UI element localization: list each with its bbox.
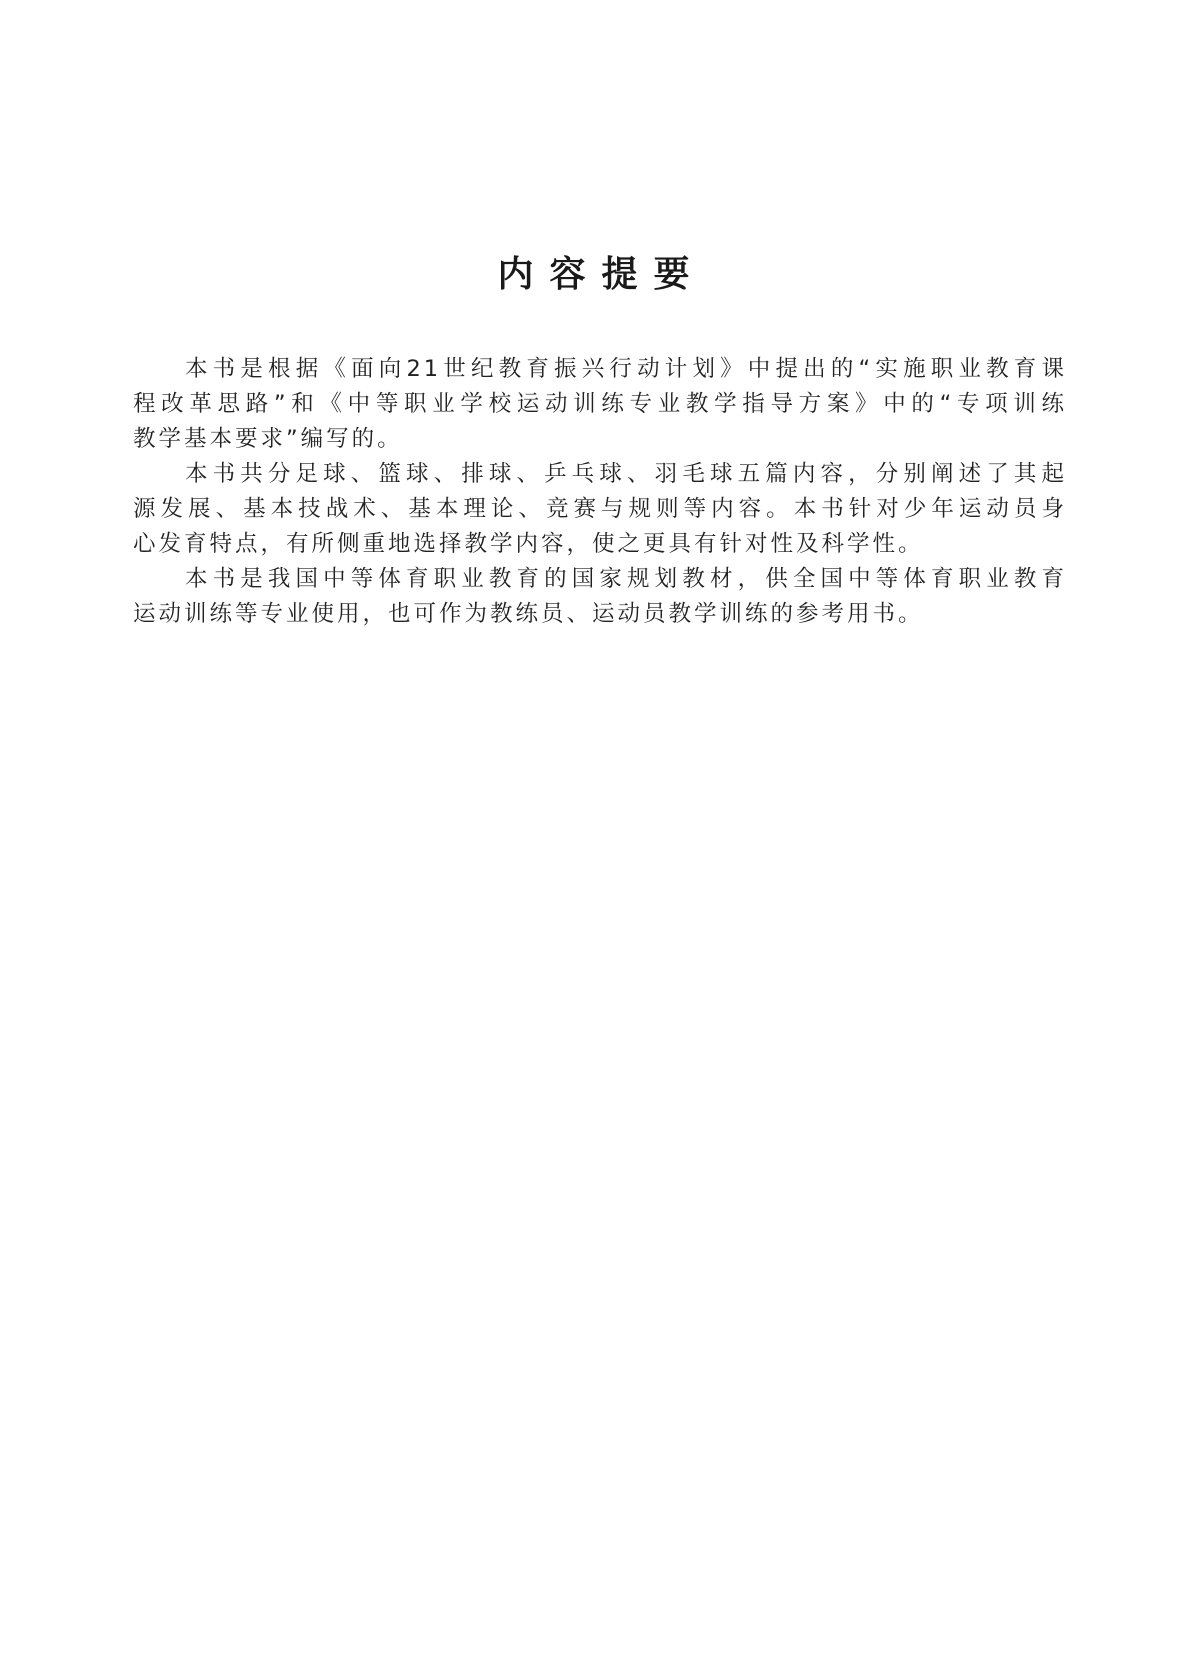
- paragraph-3: [133, 562, 1067, 632]
- paragraph-2-line-1: 本书共分足球、篮球、排球、乒乓球、羽毛球五篇内容，分别阐述了其起: [185, 461, 1067, 487]
- paragraph-2-line-3: 心发育特点，有所侧重地选择教学内容，使之更具有针对性及科学性。: [133, 531, 924, 557]
- paragraph-2-line-2: 源发展、基本技战术、基本理论、竞赛与规则等内容。本书针对少年运动员身: [133, 496, 1067, 522]
- paragraph-1-line-2: 程改革思路”和《中等职业学校运动训练专业教学指导方案》中的“专项训练: [133, 391, 1067, 417]
- paragraph-1-line-3: 教学基本要求”编写的。: [133, 426, 403, 452]
- paragraph-3-line-1: 本书是我国中等体育职业教育的国家规划教材，供全国中等体育职业教育: [185, 566, 1067, 592]
- paragraph-3-line-2: 运动训练等专业使用，也可作为教练员、运动员教学训练的参考用书。: [133, 601, 924, 627]
- paragraph-1: [133, 352, 1067, 457]
- paragraph-2: [133, 457, 1067, 562]
- summary-body: [133, 352, 1067, 632]
- page-title: 内容提要: [497, 253, 706, 296]
- paragraph-1-line-1: 本书是根据《面向21世纪教育振兴行动计划》中提出的“实施职业教育课: [185, 356, 1067, 382]
